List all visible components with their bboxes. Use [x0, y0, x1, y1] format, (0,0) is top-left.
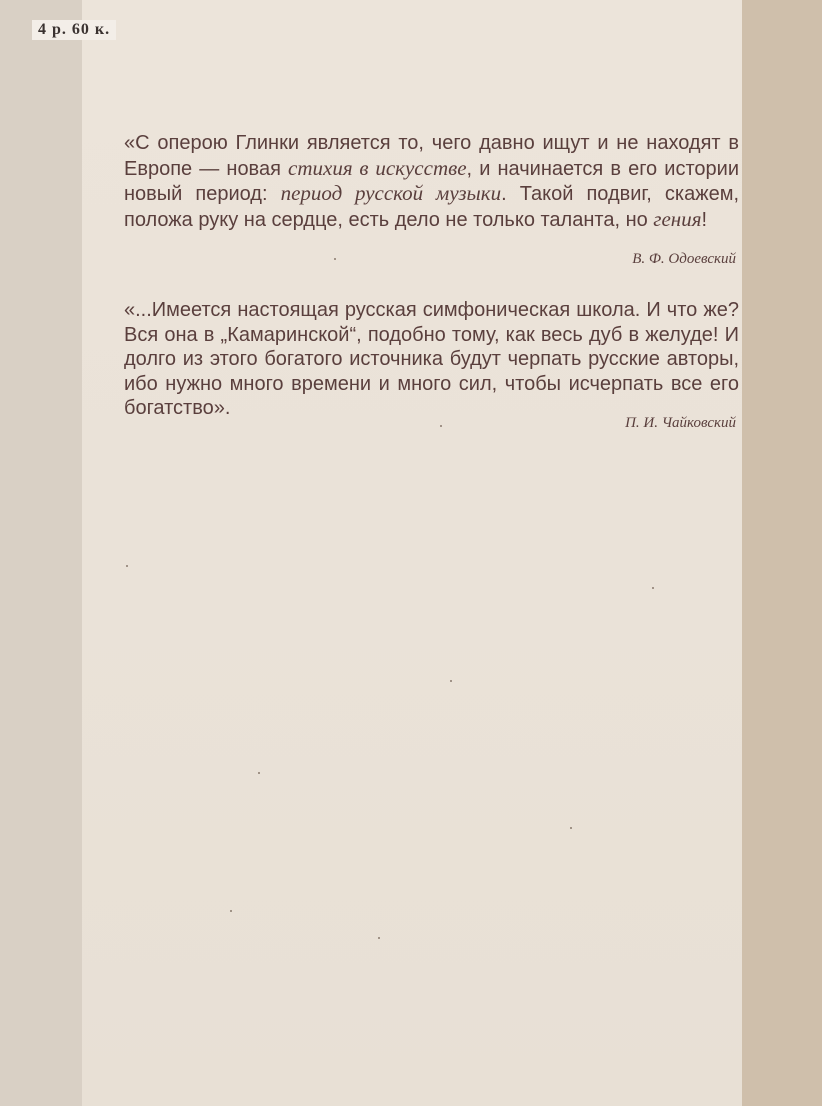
paper-speck: [570, 827, 572, 829]
left-margin-strip: [0, 0, 82, 1106]
quote-text: , и начинается в его истории новый период:: [124, 157, 739, 205]
quote-text: «С оперою Глинки является то, чего давно ищут и не находят в Европе — новая: [124, 132, 739, 180]
author-odoevsky: В. Ф. Одоевский: [632, 251, 736, 267]
right-margin-strip: [742, 0, 822, 1106]
paper-speck: [334, 258, 336, 260]
paper-speck: [126, 565, 128, 567]
quote-tchaikovsky: «...Имеется настоящая русская симфоническая школа. И что же? Вся она в „Камаринской“, подобно тому, как весь дуб в желуде! И долго из этого богатого источника будут черпать русские авторы, ибо нужно много времени и много сил, чтобы исчерпать все его богатство».: [124, 299, 739, 419]
quote-emphasis: период русской музыки: [280, 181, 502, 205]
quote-text: !: [701, 208, 708, 231]
quote-emphasis: стихия в искусстве: [288, 155, 467, 180]
quote-text: . Такой подвиг, скажем, положа руку на сердце, есть дело не только таланта, но: [124, 183, 739, 231]
paper-speck: [440, 425, 442, 427]
author-tchaikovsky: П. И. Чайковский: [625, 415, 736, 431]
paper-speck: [450, 680, 452, 682]
paper-speck: [652, 587, 654, 589]
paper-speck: [230, 910, 232, 912]
paper-speck: [378, 937, 380, 939]
price-label: 4 р. 60 к.: [32, 20, 116, 40]
quote-emphasis: гения: [653, 206, 702, 231]
paper-speck: [258, 772, 260, 774]
quote-odoevsky: [124, 131, 739, 232]
